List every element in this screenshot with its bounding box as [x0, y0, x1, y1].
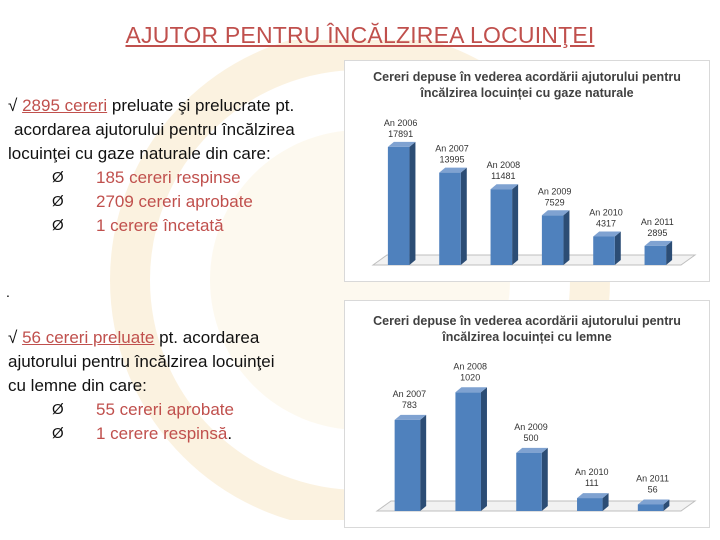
- chart-value-label: 111: [584, 478, 599, 489]
- check-mark: √: [8, 96, 18, 115]
- chart-bar: [593, 237, 615, 265]
- chart-bar-group: [491, 184, 519, 265]
- chart-category-label: An 2006: [383, 117, 418, 128]
- chart-category-label: An 2007: [435, 143, 469, 154]
- chart-bar: [577, 498, 603, 511]
- arrow-bullet-icon: Ø: [52, 169, 64, 186]
- gas-section: [8, 94, 348, 238]
- chart-bar: [395, 420, 421, 511]
- arrow-bullet-icon: Ø: [52, 425, 64, 442]
- wood-line1-rest: pt. acordarea: [154, 328, 260, 347]
- chart-bar-group: [542, 210, 570, 265]
- chart-bar: [645, 246, 667, 265]
- chart-bar-side: [409, 142, 415, 265]
- chart-bar-group: [593, 232, 621, 265]
- chart-value-label: 1020: [460, 372, 481, 383]
- chart-category-label: An 2009: [537, 186, 572, 197]
- chart-category-label: An 2011: [636, 473, 670, 484]
- chart-value-label: 11481: [491, 171, 516, 182]
- arrow-bullet-icon: Ø: [52, 401, 64, 418]
- chart-bar-side: [461, 168, 467, 265]
- chart-category-label: An 2010: [575, 467, 609, 478]
- gas-line1-rest: preluate şi prelucrate pt.: [107, 96, 295, 115]
- wood-chart: [344, 300, 710, 528]
- wood-item-text: 1 cerere respinsă: [96, 424, 228, 443]
- chart-category-label: An 2011: [640, 216, 674, 227]
- wood-section: [8, 326, 338, 446]
- wood-item-text: 55 cereri aprobate: [96, 400, 234, 419]
- page-title: AJUTOR PENTRU ÎNCĂLZIREA LOCUINŢEI: [125, 22, 595, 48]
- gas-chart: [344, 60, 710, 282]
- gas-item-text: 2709 cereri aprobate: [96, 192, 253, 211]
- gas-chart-plot: [345, 61, 709, 281]
- arrow-bullet-icon: Ø: [52, 193, 64, 210]
- gas-line-3: locuinţei cu gaze naturale din care:: [8, 144, 271, 163]
- gas-request-count: 2895 cereri: [22, 96, 108, 115]
- gas-item-text: 1 cerere încetată: [96, 216, 224, 235]
- wood-line-2: ajutorului pentru încălzirea locuinţei: [8, 352, 275, 371]
- chart-bar-group: [577, 493, 609, 511]
- chart-category-label: An 2010: [589, 207, 623, 218]
- chart-value-label: 783: [401, 399, 417, 410]
- chart-bar: [516, 453, 542, 511]
- gas-item-text: 185 cereri respinse: [96, 168, 241, 187]
- chart-bar-side: [512, 184, 518, 265]
- chart-bar-group: [638, 499, 670, 511]
- chart-value-label: 56: [647, 484, 658, 495]
- chart-bar-side: [481, 387, 487, 511]
- chart-category-label: An 2007: [392, 388, 427, 399]
- separator-dot: .: [6, 284, 10, 300]
- chart-bar-group: [439, 168, 467, 265]
- chart-bar: [491, 189, 513, 265]
- chart-bar-side: [420, 415, 426, 511]
- gas-item-terminated: [52, 214, 348, 238]
- wood-chart-plot: [345, 301, 709, 527]
- wood-item-rejected: [52, 422, 338, 446]
- chart-value-label: 500: [523, 432, 539, 443]
- chart-bar-group: [388, 142, 416, 265]
- chart-title: Cereri depuse în vederea acordării ajutorului pentru încălzirea locuinței cu gaze naturale: [373, 70, 681, 100]
- chart-bar: [542, 215, 564, 265]
- chart-bar: [439, 173, 461, 265]
- wood-line-3: cu lemne din care:: [8, 376, 147, 395]
- wood-item-approved: [52, 398, 338, 422]
- chart-bar-group: [455, 387, 487, 511]
- chart-bar: [388, 147, 410, 265]
- chart-bar-group: [395, 415, 427, 511]
- final-dot: .: [227, 424, 233, 443]
- chart-category-label: An 2009: [514, 421, 548, 432]
- gas-line-2: acordarea ajutorului pentru încălzirea: [14, 120, 295, 139]
- arrow-bullet-icon: Ø: [52, 217, 64, 234]
- chart-value-label: 4317: [595, 218, 617, 229]
- chart-value-label: 2895: [647, 227, 668, 238]
- chart-bar-group: [645, 241, 673, 265]
- chart-category-label: An 2008: [486, 160, 521, 171]
- chart-bar-side: [542, 448, 548, 511]
- chart-bar: [638, 504, 664, 511]
- wood-request-count: 56 cereri preluate: [22, 328, 155, 347]
- gas-item-approved: [52, 190, 348, 214]
- chart-title: Cereri depuse în vederea acordării ajutorului pentru încălzirea locuinței cu lemne: [373, 314, 681, 344]
- chart-bar-side: [615, 232, 621, 265]
- chart-bar-group: [516, 448, 548, 511]
- chart-category-label: An 2008: [453, 361, 487, 372]
- chart-value-label: 7529: [544, 197, 565, 208]
- gas-item-rejected: [52, 166, 348, 190]
- wood-line-1: [8, 326, 338, 350]
- check-mark: √: [8, 328, 18, 347]
- chart-bar: [455, 392, 481, 511]
- chart-bar-side: [563, 210, 569, 265]
- chart-value-label: 17891: [388, 128, 414, 139]
- gas-line-1: [8, 94, 348, 118]
- chart-value-label: 13995: [439, 154, 465, 165]
